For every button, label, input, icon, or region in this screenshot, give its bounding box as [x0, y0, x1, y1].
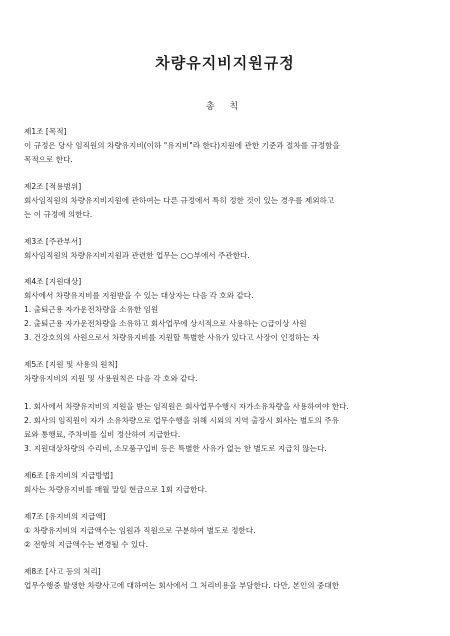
article-4-item-2: 2. 출퇴근용 자가운전차량을 소유하고 회사업무에 상시적으로 사용하는 ○급이상 사원: [24, 319, 307, 328]
article-2-heading: 제2조 [적용범위]: [24, 182, 82, 191]
article-7-heading: 제7조 [유지비의 지급액]: [24, 512, 106, 521]
article-8-heading: 제8조 [사고 등의 처리]: [24, 567, 101, 576]
article-4-heading: 제4조 [지원대상]: [24, 277, 82, 286]
article-4-item-3: 3. 건강호의의 사원으로서 차량유지비를 지원할 특별한 사유가 있다고 사장이 인정하는 자: [24, 333, 320, 342]
article-4-line-1: 회사에서 차량유지비를 지원받을 수 있는 대상자는 다음 각 호와 같다.: [24, 291, 254, 300]
article-6-heading: 제6조 [유지비의 지급방법]: [24, 471, 113, 480]
article-5-item-2: 2. 회사의 임직원이 자가 소유차량으로 업무수행을 위해 시외의 지역 출장시 회사는 별도의 주유: [24, 416, 339, 425]
article-1-line-1: 이 규정은 당사 임직원의 차량유지비(이하 "유지비"라 한다)지원에 관한 기준과 절차를 규정함을: [24, 141, 340, 150]
article-7-line-2: ② 전항의 지급액수는 변경될 수 있다.: [24, 540, 148, 549]
article-4-item-1: 1. 출퇴근용 자가운전차량을 소유한 임원: [24, 305, 159, 314]
article-5-item-3: 3. 지원대상차량의 수리비, 소모품구입비 등은 특별한 사유가 없는 한 별도로 지급치 않는다.: [24, 444, 327, 453]
article-5-item-1: 1. 회사에서 차량유지비의 지원을 받는 임직원은 회사업무수행시 자가소유차량을 사용하여야 한다.: [24, 402, 349, 411]
article-5-heading: 제5조 [지원 및 사용의 원칙]: [24, 360, 118, 369]
article-2-line-1: 회사임직원의 차량유지비지원에 관하여는 다른 규정에서 특히 정한 것이 있는 경우를 제외하고: [24, 196, 335, 205]
article-5-item-2-cont: 료와 통행료, 주차비를 실비 정산하여 지급한다.: [24, 430, 181, 439]
article-3-line-1: 회사임직원의 차량유지비지원과 관련한 업무는 ○○부에서 주관한다.: [24, 251, 250, 260]
article-3-heading: 제3조 [주관부서]: [24, 237, 82, 246]
article-1-line-2: 목적으로 한다.: [24, 155, 73, 164]
article-1-heading: 제1조 [목적]: [24, 127, 67, 136]
document-title: 차량유지비지원규정: [155, 54, 295, 72]
article-2-line-2: 는 이 규정에 의한다.: [24, 210, 93, 219]
chapter-heading: 총 칙: [205, 102, 245, 112]
article-5-line-1: 차량유지비의 지원 및 사용원칙은 다음 각 호와 같다.: [24, 374, 198, 383]
article-6-line-1: 회사는 차량유지비를 매월 말일 현금으로 1회 지급한다.: [24, 485, 208, 494]
article-7-line-1: ① 차량유지비의 지급액수는 임원과 직원으로 구분하여 별도로 정한다.: [24, 526, 256, 535]
article-8-line-1: 업무수행중 발생한 차량사고에 대하여는 회사에서 그 처리비용을 부담한다. 다만, 본인의 중대한: [24, 581, 340, 590]
